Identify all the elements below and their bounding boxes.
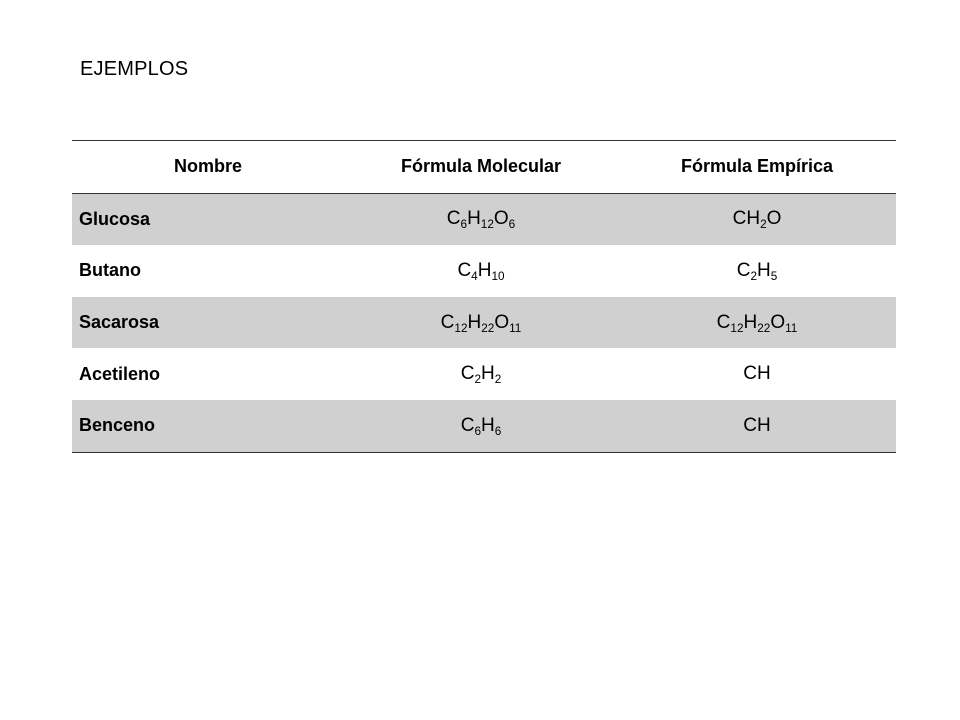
column-header-nombre: Nombre (173, 156, 242, 177)
formula-element: H (467, 311, 482, 333)
formula-element: C (460, 414, 475, 436)
table-header-row (72, 141, 896, 194)
table-row (72, 297, 896, 349)
formula-subscript: 6 (494, 424, 502, 438)
formula-element: H (481, 363, 495, 385)
column-header-formula-empirica: Fórmula Empírica (680, 156, 834, 177)
formula-subscript: 4 (471, 270, 478, 284)
formula-subscript: 6 (508, 218, 516, 232)
formula-element: H (467, 208, 481, 230)
molecular-formula (344, 208, 618, 230)
formula-element: H (743, 311, 758, 333)
compound-name: Glucosa (79, 208, 151, 229)
empirical-formula (618, 260, 896, 282)
formula-subscript: 11 (509, 321, 522, 335)
formula-subscript: 2 (474, 373, 481, 387)
formula-subscript: 22 (481, 321, 495, 335)
empirical-formula (618, 208, 896, 230)
formula-element: C (457, 259, 472, 281)
molecular-formula (344, 415, 618, 437)
formula-subscript: 6 (474, 424, 481, 438)
formula-subscript: 2 (494, 373, 502, 387)
compound-name: Benceno (79, 415, 156, 436)
column-header-formula-molecular: Fórmula Molecular (400, 156, 562, 177)
formula-subscript: 5 (770, 270, 778, 284)
formula-subscript: 12 (480, 218, 494, 232)
formula-element: C (446, 208, 461, 230)
formula-subscript: 11 (785, 321, 798, 335)
formula-element: H (477, 259, 492, 281)
formula-element: O (493, 208, 509, 230)
molecular-formula (344, 312, 618, 334)
page-title: EJEMPLOS (80, 58, 189, 80)
formula-subscript: 2 (750, 270, 757, 284)
molecular-formula (344, 363, 618, 385)
formula-element: C (736, 259, 751, 281)
formula-element: CH (732, 208, 761, 230)
formula-element: C (460, 363, 475, 385)
formula-element: H (757, 259, 771, 281)
formula-element: CH (743, 363, 771, 385)
formula-subscript: 6 (460, 218, 468, 232)
formula-element: CH (743, 414, 771, 436)
table-row (72, 194, 896, 246)
formula-subscript: 10 (491, 270, 505, 284)
formula-element: O (770, 311, 786, 333)
formula-element: C (716, 311, 731, 333)
formula-subscript: 22 (757, 321, 771, 335)
empirical-formula (618, 312, 896, 334)
table-row (72, 348, 896, 400)
molecular-formula (344, 260, 618, 282)
formula-element: O (494, 311, 510, 333)
table-row (72, 245, 896, 297)
table-body (72, 194, 896, 452)
table-row (72, 400, 896, 452)
formula-element: H (481, 414, 495, 436)
formula-subscript: 2 (760, 218, 767, 232)
formula-subscript: 12 (730, 321, 744, 335)
formula-subscript: 12 (454, 321, 468, 335)
empirical-formula (618, 363, 896, 385)
compound-name: Acetileno (79, 363, 161, 384)
formula-element: O (766, 208, 782, 230)
compound-name: Sacarosa (79, 312, 160, 333)
formula-element: C (440, 311, 455, 333)
formula-table (72, 140, 896, 453)
empirical-formula (618, 415, 896, 437)
compound-name: Butano (79, 260, 141, 281)
